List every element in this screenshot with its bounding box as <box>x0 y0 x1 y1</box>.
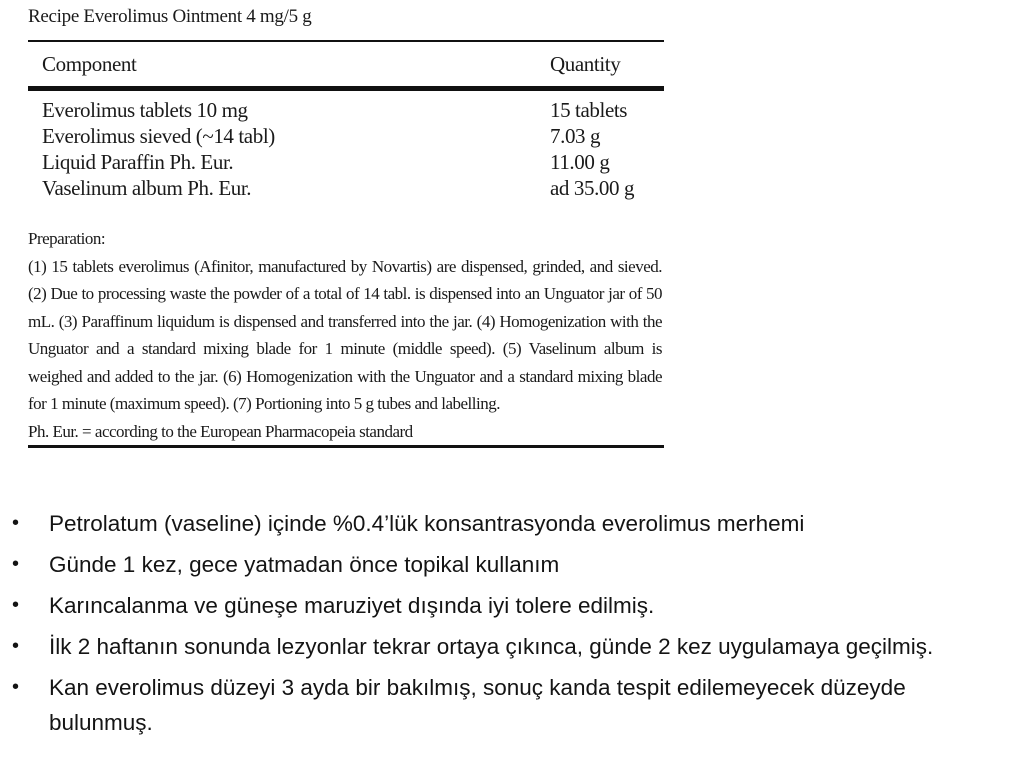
bullet-text: Günde 1 kez, gece yatmadan önce topikal kullanım <box>49 552 560 577</box>
preparation-note: Ph. Eur. = according to the European Pharmacopeia standard <box>28 421 413 441</box>
bullet-icon: • <box>12 594 20 616</box>
bullet-icon: • <box>12 512 20 534</box>
row-quantity: 11.00 g <box>550 150 610 174</box>
row-quantity: 15 tablets <box>550 98 628 122</box>
list-item <box>0 547 1024 582</box>
table-row <box>28 97 664 123</box>
row-quantity: ad 35.00 g <box>550 176 635 200</box>
list-item <box>0 629 1024 664</box>
table-row <box>28 149 664 175</box>
table-body <box>28 91 664 211</box>
bullet-icon: • <box>12 676 20 698</box>
bullet-text: Petrolatum (vaseline) içinde %0.4’lük konsantrasyonda everolimus merhemi <box>49 511 805 536</box>
row-component: Everolimus sieved (~14 tabl) <box>42 124 275 148</box>
recipe-table-figure <box>28 0 664 448</box>
list-item <box>0 670 1024 740</box>
header-component: Component <box>42 51 137 76</box>
row-quantity: 7.03 g <box>550 124 601 148</box>
row-component: Vaselinum album Ph. Eur. <box>42 176 252 200</box>
bullet-icon: • <box>12 635 20 657</box>
header-quantity: Quantity <box>550 51 621 76</box>
list-item <box>0 588 1024 623</box>
preparation-section <box>28 225 664 445</box>
table-row <box>28 175 664 201</box>
table-bottom-rule <box>28 445 664 448</box>
row-component: Everolimus tablets 10 mg <box>42 98 248 122</box>
recipe-title: Recipe Everolimus Ointment 4 mg/5 g <box>28 6 312 27</box>
row-component: Liquid Paraffin Ph. Eur. <box>42 150 234 174</box>
table-row <box>28 123 664 149</box>
bullet-text: Kan everolimus düzeyi 3 ayda bir bakılmış, sonuç kanda tespit edilemeyecek düzeyde bulunmuş. <box>49 675 906 735</box>
preparation-text: (1) 15 tablets everolimus (Afinitor, manufactured by Novartis) are dispensed, grinded, and sieved. (2) Due to processing waste the powder of a total of 14 tabl. is dispensed into an Unguator jar of 50 mL. (3) Paraffinum liquidum is dispensed and transferred into the jar. (4) Homogenization with the Unguator and a standard mixing blade for 1 minute (middle speed). (5) Vaselinum album is weighed and added to the jar. (6) Homogenization with the Unguator and a standard mixing blade for 1 minute (maximum speed). (7) Portioning into 5 g tubes and labelling. <box>28 256 662 413</box>
bullet-text: İlk 2 haftanın sonunda lezyonlar tekrar ortaya çıkınca, günde 2 kez uygulamaya geçilmiş. <box>49 634 934 659</box>
list-item <box>0 506 1024 541</box>
preparation-label: Preparation: <box>28 229 106 248</box>
bullet-text: Karıncalanma ve güneşe maruziyet dışında iyi tolere edilmiş. <box>49 593 655 618</box>
table-header-row <box>28 42 664 86</box>
bullet-icon: • <box>12 553 20 575</box>
bullet-list <box>0 506 1024 746</box>
